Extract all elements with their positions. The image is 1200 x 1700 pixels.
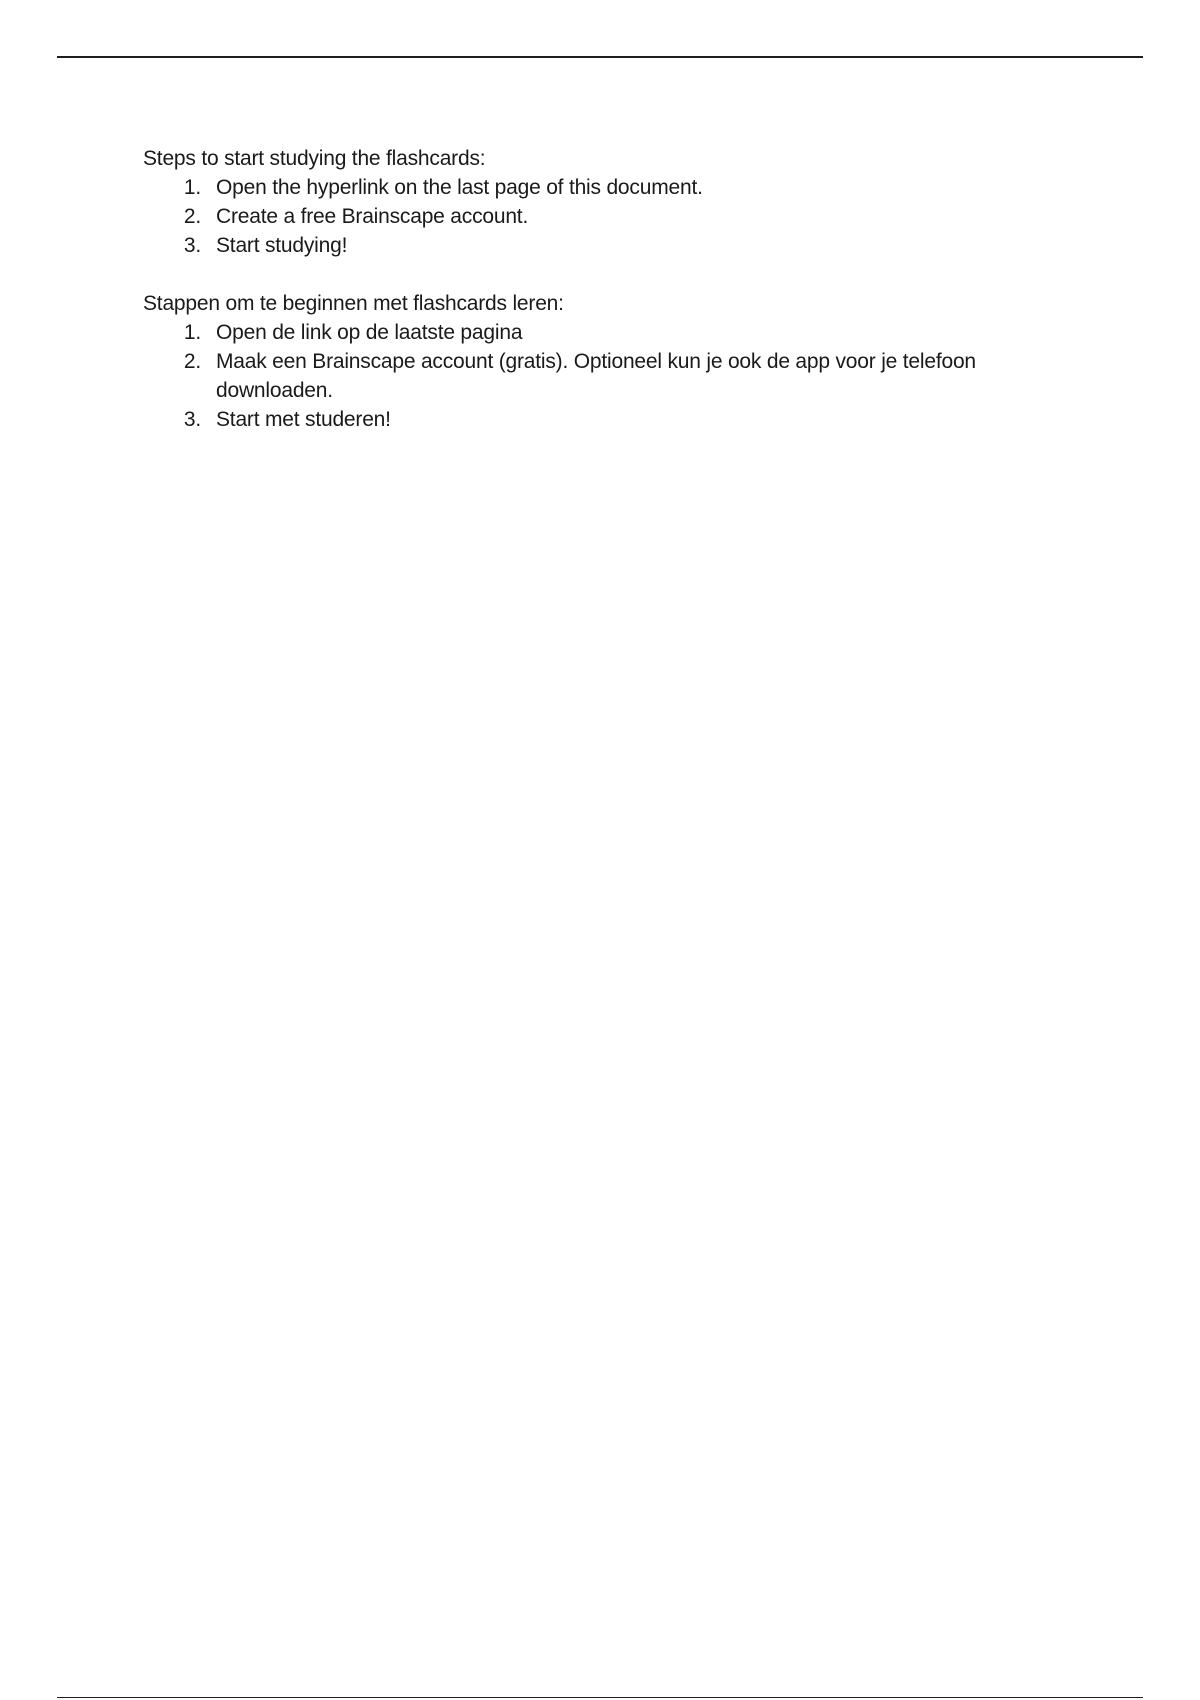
step-number: 2. — [183, 350, 201, 373]
header-rule — [57, 56, 1143, 58]
step-text: Start studying! — [216, 234, 348, 257]
list-item — [143, 405, 1103, 434]
steps-list — [143, 173, 1103, 260]
list-item — [143, 231, 1103, 260]
section-intro: Steps to start studying the flashcards: — [143, 147, 486, 170]
section-intro: Stappen om te beginnen met flashcards leren: — [143, 292, 564, 315]
page-content — [143, 144, 1103, 434]
dutch-instructions — [143, 289, 1103, 434]
list-item — [143, 318, 1103, 347]
footer-rule — [57, 1697, 1143, 1698]
step-text: Create a free Brainscape account. — [216, 205, 529, 228]
step-number: 1. — [183, 176, 201, 199]
steps-list — [143, 318, 1103, 434]
list-item — [143, 347, 1103, 405]
step-number: 1. — [183, 321, 201, 344]
step-number: 2. — [183, 205, 201, 228]
step-text: Open the hyperlink on the last page of this document. — [216, 176, 703, 199]
step-text: Maak een Brainscape account (gratis). Optioneel kun je ook de app voor je telefoon downloaden. — [216, 350, 976, 402]
list-item — [143, 202, 1103, 231]
list-item — [143, 173, 1103, 202]
english-instructions — [143, 144, 1103, 260]
step-text: Open de link op de laatste pagina — [216, 321, 523, 344]
step-number: 3. — [183, 234, 201, 257]
step-text: Start met studeren! — [216, 408, 391, 431]
step-number: 3. — [183, 408, 201, 431]
